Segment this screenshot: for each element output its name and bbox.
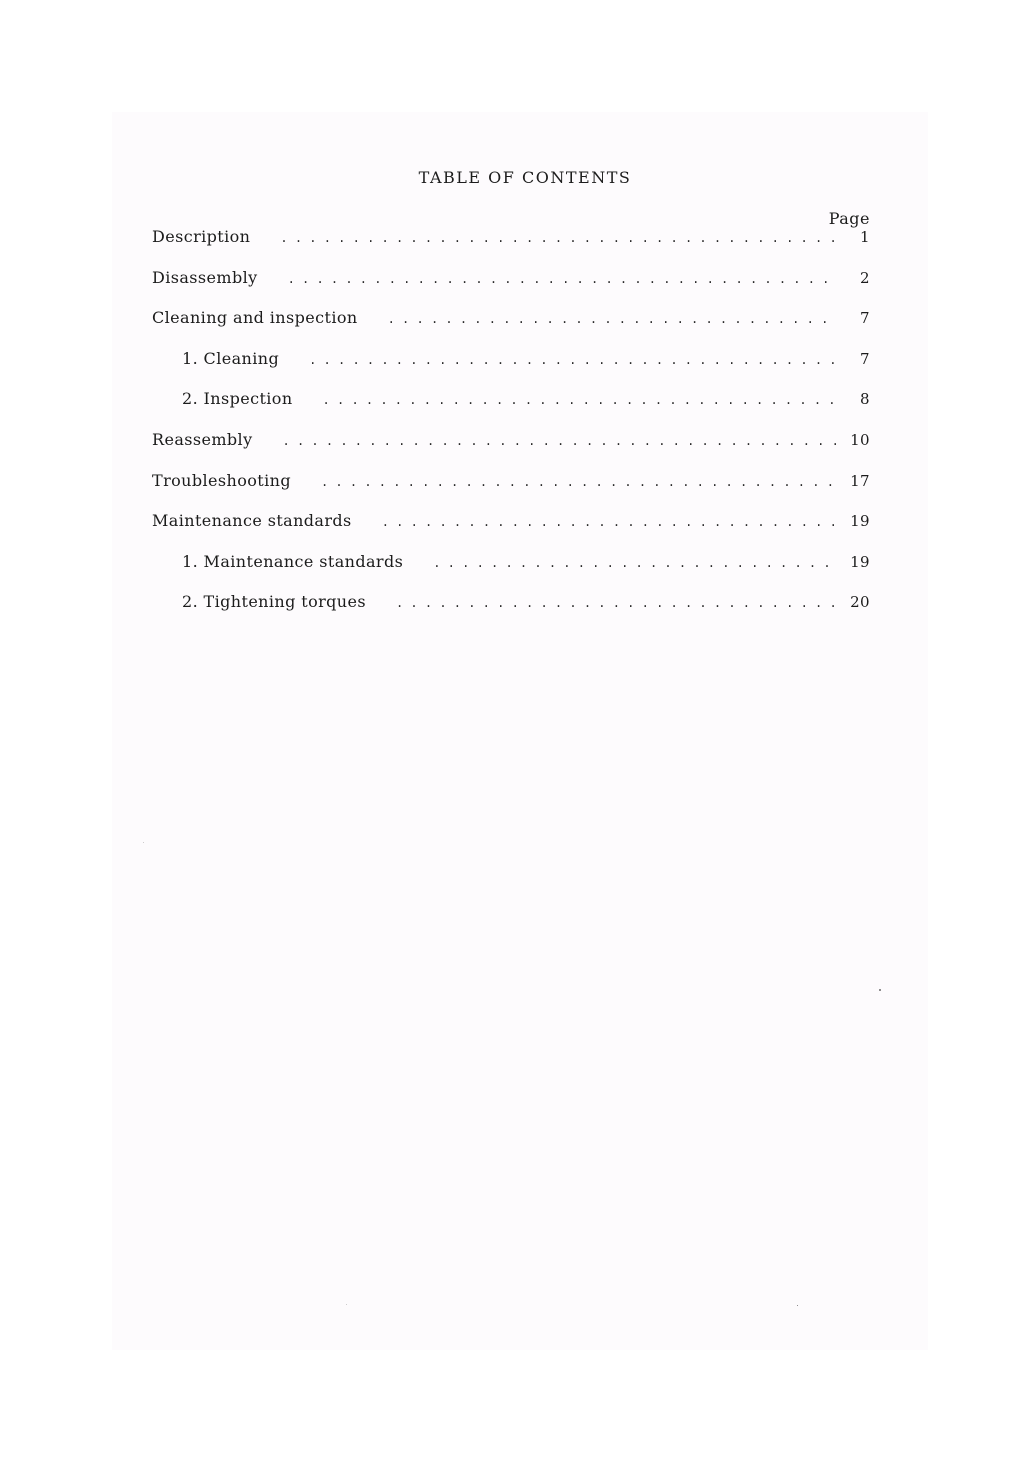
toc-entry-page: 17 — [850, 471, 870, 490]
toc-entry-maintenance-standards[interactable] — [152, 511, 870, 552]
toc-entry-page: 2 — [860, 268, 870, 287]
scan-speck — [879, 989, 881, 991]
dot-leader — [323, 393, 836, 407]
toc-entry-label: 2. Inspection — [182, 389, 293, 409]
toc-entry-label: Description — [152, 227, 251, 246]
toc-entry-description[interactable] — [152, 227, 870, 268]
toc-entry-maintenance-standards-sub[interactable] — [152, 552, 870, 593]
toc-entry-cleaning-and-inspection[interactable] — [152, 308, 870, 349]
toc-entry-troubleshooting[interactable] — [152, 471, 870, 512]
toc-entry-label: 2. Tightening torques — [182, 592, 366, 612]
toc-entry-page: 20 — [850, 593, 870, 612]
dot-leader — [321, 475, 836, 489]
page-column-heading: Page — [828, 209, 870, 228]
toc-entry-page: 7 — [860, 349, 870, 368]
toc-entry-label: 1. Cleaning — [182, 348, 280, 368]
dot-leader — [280, 231, 836, 245]
dot-leader — [382, 515, 836, 529]
toc-entry-inspection[interactable] — [152, 389, 870, 430]
toc-entry-label: Cleaning and inspection — [152, 308, 358, 328]
toc-entry-page: 8 — [860, 390, 870, 409]
toc-entry-page: 19 — [850, 512, 870, 531]
toc-entry-label: Maintenance standards — [152, 511, 352, 531]
dot-leader — [283, 434, 836, 448]
toc-entry-page: 7 — [860, 309, 870, 328]
scan-speck — [797, 1305, 798, 1306]
toc-entry-page: 10 — [850, 430, 870, 449]
toc-entry-tightening-torques[interactable] — [152, 592, 870, 633]
toc-entry-page: 19 — [850, 552, 870, 571]
dot-leader — [388, 312, 836, 326]
page-title: TABLE OF CONTENTS — [418, 168, 632, 187]
dot-leader — [433, 556, 836, 570]
toc-list — [152, 227, 870, 633]
dot-leader — [288, 272, 836, 286]
toc-entry-label: 1. Maintenance standards — [182, 551, 404, 571]
toc-entry-disassembly[interactable] — [152, 268, 870, 309]
toc-entry-label: Reassembly — [152, 429, 253, 449]
toc-entry-page: 1 — [860, 228, 870, 246]
dot-leader — [309, 353, 836, 367]
scan-speck — [346, 1304, 347, 1305]
scan-speck — [143, 842, 144, 843]
dot-leader — [396, 596, 836, 610]
toc-entry-cleaning[interactable] — [152, 349, 870, 390]
toc-entry-reassembly[interactable] — [152, 430, 870, 471]
toc-entry-label: Troubleshooting — [152, 470, 291, 490]
toc-entry-label: Disassembly — [152, 267, 258, 287]
